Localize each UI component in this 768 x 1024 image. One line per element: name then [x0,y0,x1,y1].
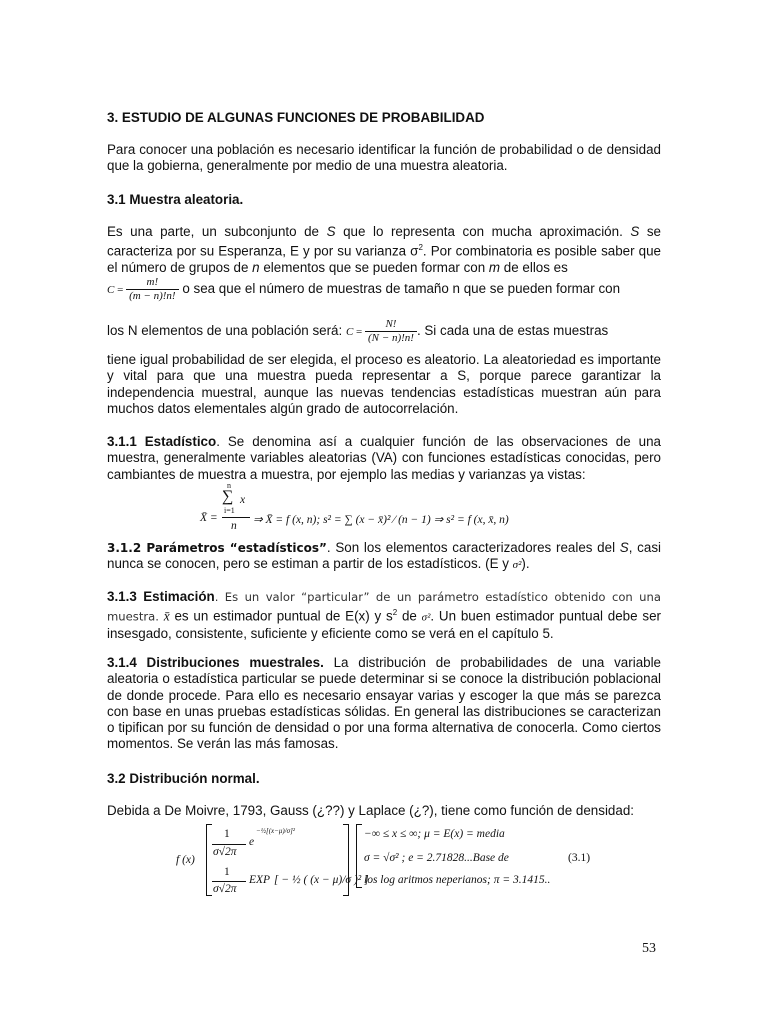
section-title: 3. ESTUDIO DE ALGUNAS FUNCIONES DE PROBABILIDAD [107,110,485,125]
equation-normal-density: f (x) 1 σ√2π e −½[(x−μ)/σ]² 1 σ√2π EXP [ − ½ ( (x − μ)/σ )² ] −∞ ≤ x ≤ ∞; μ = E(x) = media σ = √σ² ; e = 2.71828...Base de (3.1) los log aritmos neperianos; π = 3.1415.. [176,822,616,902]
formula-2-fraction: $\frac{N!}{(N - n)!n!}$ [365,318,417,345]
formula-line-1: C = $\frac{m!}{(m - n)!n!}$ o sea que el número de muestras de tamaño n que se pueden formar con [107,276,621,302]
page-number: 53 [642,941,656,956]
heading-3-1: 3.1 Muestra aleatoria. [107,192,244,207]
paragraph-3-2: Debida a De Moivre, 1793, Gauss (¿??) y Laplace (¿?), tiene como función de densidad: [107,803,634,818]
heading-3-1-4: 3.1.4 Distribuciones muestrales. [107,655,324,670]
paragraph-3-1-4: 3.1.4 Distribuciones muestrales. La distribución de probabilidades de una variable aleatoria o estadística particular se puede determinar si se conoce la distribución poblacional de donde procede. Para ello es necesario ensayar varias y escoger la que más se parezca con base en unas pruebas estadísticas sólidas. En general las distribuciones se caracterizan o tipifican por su función de densidad o por una forma alternativa de conocerla. Como ciertos momentos. Se verán las más famosas. [107,655,662,752]
paragraph-3-1-a: Es una parte, un subconjunto de S que lo representa con mucha aproximación. S se caracteriza por su Esperanza, E y por su varianza $\sigma^2$. Por combinatoria es posible saber que el número de grupos de n elementos que se pueden formar con m de ellos es [107,224,661,276]
paragraph-3-1-e: tiene igual probabilidad de ser elegida, el proceso es aleatorio. La aleatoriedad es importante y vital para que una muestra pueda representar a S, porque parece garantizar la independencia muestral, aunque las nuevas tendencias estadísticas muestran aún para muchos datos elementales algún grado de autocorrelación. [107,352,661,416]
formula-1-fraction: $\frac{m!}{(m - n)!n!}$ [126,276,179,303]
paragraph-3-1-3: 3.1.3 Estimación. Es un valor “particular” de un parámetro estadístico obtenido con una muestra. x̄ es un estimador puntual de E(x) y $s^2$ de σ². Un buen estimador puntual debe ser insesgado, consistente, suficiente y eficiente como se verá en el capítulo 5. [107,589,661,642]
formula-2-lhs: C [345,326,354,339]
formula-line-2: los N elementos de una población será: C = $\frac{N!}{(N - n)!n!}$ . Si cada una de estas muestras [107,318,609,344]
paragraph-3-1-b: o sea que el número de muestras de tamaño n que se pueden formar con [182,281,621,297]
paragraph-3-1-c: los N elementos de una población será: [107,323,346,339]
paragraph-3-1-2: 3.1.2 Parámetros “estadísticos”. Son los elementos caracterizadores reales del S, casi nunca se conocen, pero se estiman a partir de los estadísticos. (E y σ²). [107,540,661,572]
paragraph-3-1-d: . Si cada una de estas muestras [416,323,609,339]
heading-3-2: 3.2 Distribución normal. [107,771,260,786]
heading-3-1-3: 3.1.3 Estimación [107,589,215,604]
paragraph-3-1-1: 3.1.1 Estadístico. Se denomina así a cualquier función de las observaciones de una muestra, generalmente variables aleatorias (VA) con funciones estadísticas conocidas, pero cambiantes de muestra a muestra, por ejemplo las medias y varianzas ya vistas: [107,434,661,482]
heading-3-1-2: 3.1.2 Parámetros “estadísticos” [107,541,327,555]
intro-paragraph: Para conocer una población es necesario identificar la función de probabilidad o de densidad que la gobierna, generalmente por medio de una muestra aleatoria. [107,142,661,174]
formula-1-lhs: C [107,284,115,297]
heading-3-1-1: 3.1.1 Estadístico [107,434,217,449]
